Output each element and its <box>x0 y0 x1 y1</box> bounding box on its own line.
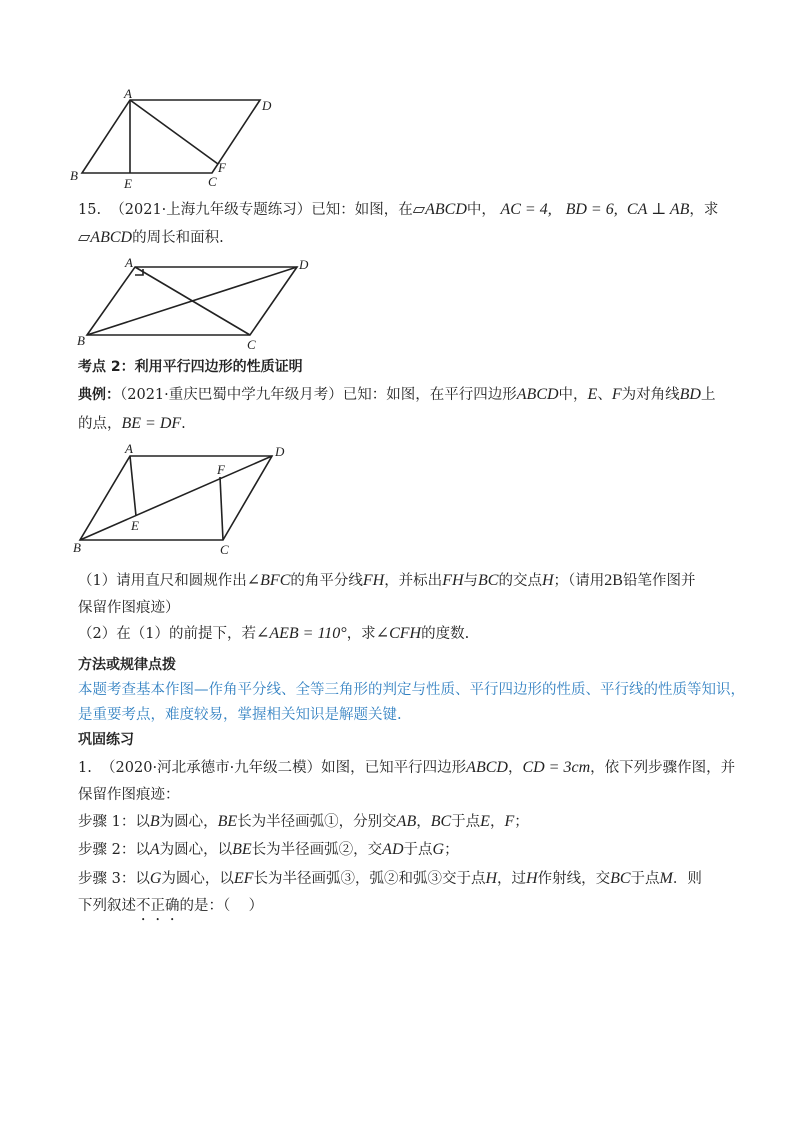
label-b: B <box>73 540 81 555</box>
figure-1-parallelogram <box>60 88 300 198</box>
segment-fc <box>220 477 223 540</box>
segment-ae <box>130 456 136 516</box>
figure-3-parallelogram <box>65 440 305 570</box>
parallelogram-symbol: ▱ABCD <box>412 201 467 218</box>
emphasis-char: 不 <box>136 898 151 914</box>
label-d: D <box>299 257 309 272</box>
label-b: B <box>70 168 78 183</box>
label-d: D <box>262 98 272 113</box>
label-e: E <box>131 518 139 533</box>
step-2: 步骤 2：以A为圆心，以BE长为半径画弧②，交AD于点G； <box>78 841 459 858</box>
label-d: D <box>275 444 285 459</box>
emphasis-char: 确 <box>165 898 180 914</box>
label-f: F <box>218 160 226 175</box>
practice-heading: 巩固练习 <box>78 732 134 748</box>
practice-q1-final-line: 下列叙述不正确的是：（ ） <box>78 898 264 914</box>
method-line2: 是重要考点，难度较易，掌握相关知识是解题关键. <box>78 707 402 723</box>
label-c: C <box>208 174 217 189</box>
diagonal-bd <box>80 456 272 540</box>
label-a: A <box>125 441 133 456</box>
label-a: A <box>125 255 133 270</box>
question-15-line1: 15. （2021·上海九年级专题练习）已知：如图，在▱ABCD中， AC = 4, BD = 6, CA ⊥ AB，求 <box>78 201 719 218</box>
practice-q1-line2: 保留作图痕迹： <box>78 787 180 803</box>
example-line2: 的点，BE = DF. <box>78 415 186 432</box>
section-2-heading: 考点 2：利用平行四边形的性质证明 <box>78 359 303 375</box>
example-line1: 典例：（2021·重庆巴蜀中学九年级月考）已知：如图，在平行四边形ABCD中，E、F为对角线BD上 <box>78 386 716 403</box>
diagonal-bd <box>87 267 297 335</box>
method-heading: 方法或规律点拨 <box>78 657 176 673</box>
parallelogram-abcd <box>82 100 260 173</box>
segment-af <box>130 100 218 164</box>
label-b: B <box>77 333 85 348</box>
label-a: A <box>124 88 132 101</box>
label-e: E <box>124 176 132 191</box>
label-f: F <box>217 462 225 477</box>
part-2: （2）在（1）的前提下，若∠AEB = 110°，求∠CFH的度数. <box>78 625 470 642</box>
practice-q1-line1: 1. （2020·河北承德市·九年级二模）如图，已知平行四边形ABCD，CD = 3cm，依下列步骤作图，并 <box>78 759 736 776</box>
part-1-line1: （1）请用直尺和圆规作出∠BFC的角平分线FH，并标出FH与BC的交点H；（请用2B铅笔作图并 <box>78 572 696 589</box>
step-3: 步骤 3：以G为圆心，以EF长为半径画弧③，弧②和弧③交于点H，过H作射线，交BC于点M．则 <box>78 870 702 887</box>
step-1: 步骤 1：以B为圆心，BE长为半径画弧①，分别交AB，BC于点E，F； <box>78 813 529 830</box>
part-1-line2: 保留作图痕迹） <box>78 600 180 616</box>
question-15-line2: ▱ABCD的周长和面积. <box>78 229 224 246</box>
label-c: C <box>247 337 256 352</box>
method-line1: 本题考查基本作图—作角平分线、全等三角形的判定与性质、平行四边形的性质、平行线的性质等知识， <box>78 682 745 698</box>
emphasis-char: 正 <box>150 898 165 914</box>
figure-2-parallelogram <box>65 255 325 355</box>
label-c: C <box>220 542 229 557</box>
